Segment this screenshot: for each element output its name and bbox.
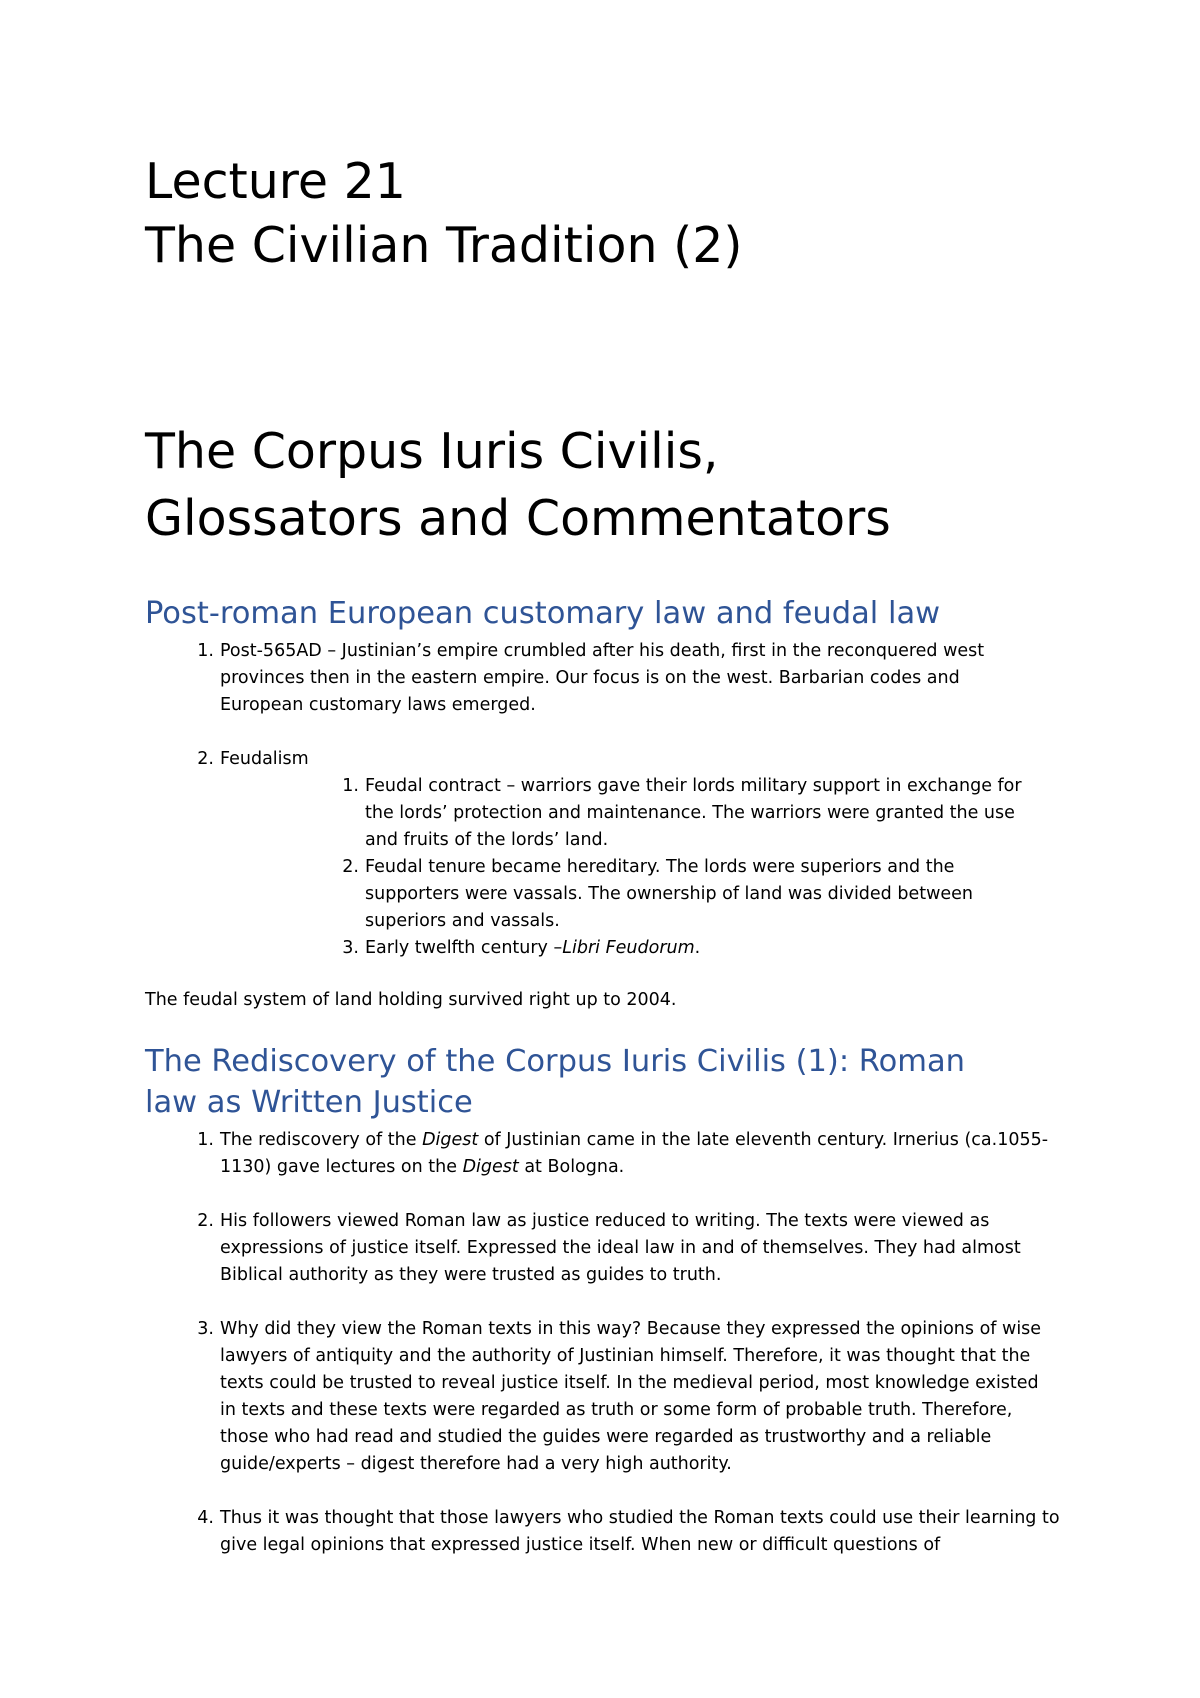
- sublist-item: [342, 773, 1050, 854]
- list-number: 2.: [197, 749, 214, 769]
- section2-heading-line2: law as Written Justice: [145, 1085, 473, 1120]
- list-text: Feudal tenure became hereditary. The lords were superiors and the supporters were vassals. The ownership of land was divided between superiors and vassals.: [365, 857, 974, 931]
- list-item: [197, 1127, 1060, 1181]
- section1-list: [197, 638, 1040, 773]
- sublist-item: [342, 935, 1050, 962]
- list-item: [197, 1208, 1060, 1289]
- section1-heading: Post-roman European customary law and feudal law: [145, 596, 941, 631]
- list-text: of Justinian came in the late eleventh century. Irnerius (ca.1055-1130) gave lectures on the: [220, 1130, 1049, 1177]
- italic-title: Libri Feudorum: [562, 938, 695, 958]
- list-text: Early twelfth century –: [365, 938, 563, 958]
- closing-paragraph: The feudal system of land holding survived right up to 2004.: [145, 990, 677, 1010]
- list-text: His followers viewed Roman law as justice reduced to writing. The texts were viewed as expressions of justice itself. Expressed the ideal law in and of themselves. They had almost Biblical authority as they were trusted as guides to truth.: [220, 1211, 1021, 1285]
- list-text: Thus it was thought that those lawyers who studied the Roman texts could use their learning to give legal opinions that expressed justice itself. When new or difficult questions of: [220, 1508, 1060, 1555]
- list-number: 1.: [342, 776, 359, 796]
- list-item: [197, 638, 1040, 719]
- list-text-end: .: [694, 938, 701, 958]
- section2-heading-line1: The Rediscovery of the Corpus Iuris Civilis (1): Roman: [145, 1044, 966, 1079]
- list-text: Post-565AD – Justinian’s empire crumbled after his death, first in the reconquered west provinces then in the eastern empire. Our focus is on the west. Barbarian codes and European customary laws emerged.: [220, 641, 985, 715]
- list-item: [197, 1505, 1060, 1559]
- list-number: 3.: [197, 1319, 214, 1339]
- list-text: Feudal contract – warriors gave their lords military support in exchange for the lords’ protection and maintenance. The warriors were granted the use and fruits of the lords’ land.: [365, 776, 1022, 850]
- lecture-subtitle: The Civilian Tradition (2): [145, 217, 743, 274]
- list-item: [197, 746, 1040, 773]
- feudalism-sublist: [342, 773, 1050, 962]
- section2-heading: [145, 1041, 965, 1123]
- list-number: 2.: [197, 1211, 214, 1231]
- list-number: 1.: [197, 1130, 214, 1150]
- list-number: 1.: [197, 641, 214, 661]
- list-text: at Bologna.: [518, 1157, 625, 1177]
- list-number: 4.: [197, 1508, 214, 1528]
- main-title-line1: The Corpus Iuris Civilis,: [145, 423, 719, 480]
- lecture-title: [145, 150, 743, 278]
- list-item: [197, 1316, 1060, 1478]
- lecture-number: Lecture 21: [145, 153, 406, 210]
- list-text: Why did they view the Roman texts in this way? Because they expressed the opinions of wise lawyers of antiquity and the authority of Justinian himself. Therefore, it was thought that the texts could be trusted to reveal justice itself. In the medieval period, most knowledge existed in texts and these texts were regarded as truth or some form of probable truth. Therefore, those who had read and studied the guides were regarded as trustworthy and a reliable guide/experts – digest therefore had a very high authority.: [220, 1319, 1042, 1474]
- section2-list: [197, 1127, 1060, 1559]
- main-title: [145, 418, 891, 552]
- list-number: 3.: [342, 938, 359, 958]
- italic-digest: Digest: [422, 1130, 479, 1150]
- italic-digest: Digest: [462, 1157, 519, 1177]
- main-title-line2: Glossators and Commentators: [145, 490, 891, 547]
- list-text: Feudalism: [220, 749, 309, 769]
- sublist-item: [342, 854, 1050, 935]
- list-text: The rediscovery of the: [220, 1130, 423, 1150]
- list-number: 2.: [342, 857, 359, 877]
